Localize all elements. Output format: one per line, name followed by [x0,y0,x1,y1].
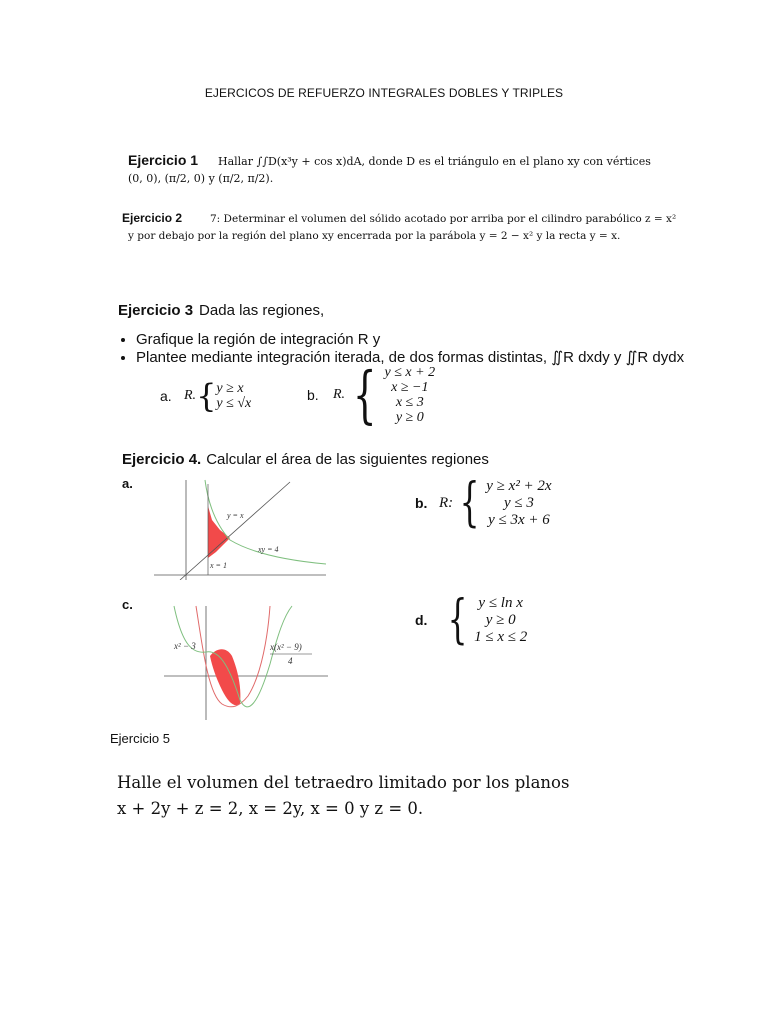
ejercicio-2-label: Ejercicio 2 [122,211,183,225]
line-y-equals-x [180,482,290,580]
region-4d-row: y ≤ ln x [478,594,523,611]
ejercicio-3-region-b [307,358,436,431]
bullet-item: • Plantee mediante integración iterada, de dos formas distintas, ∬R dxdy y ∬R dydx [136,349,684,367]
left-brace: { [459,473,480,533]
label-y-equals-x: y = x [227,511,244,520]
left-brace: { [196,377,217,415]
region-b-row: x ≤ 3 [395,395,424,410]
figure-4a [150,478,330,580]
region-4d-row: y ≥ 0 [485,611,516,628]
region-4d-label: d. [415,612,428,628]
left-brace: { [447,590,468,650]
ejercicio-2 [122,211,676,242]
label-xy-4: xy = 4 [258,545,279,554]
ejercicio-3 [118,302,324,319]
region-a-label: a. [160,388,172,404]
region-b-prefix: R. [333,387,346,402]
page-title: EJERCICOS DE REFUERZO INTEGRALES DOBLES Y TRIPLES [204,86,564,100]
ejercicio-2-line2: y por debajo por la región del plano xy encerrada por la parábola y = 2 − x² y la recta y = x. [128,230,621,242]
ejercicio-4-intro: Calcular el área de las siguientes regiones [206,451,489,468]
ejercicio-1 [128,152,651,185]
ejercicio-3-bullets [118,331,684,367]
region-a-row: y ≥ x [216,381,244,396]
label-cubic-numerator: x(x² − 9) [270,642,302,652]
region-b-row: x ≥ −1 [391,380,429,395]
ejercicio-2-line1: 7: Determinar el volumen del sólido acotado por arriba por el cilindro parabólico z = x² [210,213,677,225]
ejercicio-5-line1: Halle el volumen del tetraedro limitado por los planos [117,773,570,792]
left-brace: { [352,358,377,431]
region-4b-row: y ≤ 3x + 6 [488,511,550,528]
ejercicio-3-region-a [160,377,252,415]
region-b-row: y ≤ x + 2 [384,365,436,380]
label-x-equals-1: x = 1 [210,561,227,570]
ejercicio-5-line2: x + 2y + z = 2, x = 2y, x = 0 y z = 0. [117,799,424,818]
ejercicio-3-label: Ejercicio 3 [118,302,194,319]
ejercicio-3-intro: Dada las regiones, [199,302,325,319]
region-4b-row: y ≤ 3 [503,494,534,511]
ejercicio-5-label: Ejercicio 5 [110,731,170,746]
region-4b-prefix: R: [439,494,454,511]
region-4d-row: 1 ≤ x ≤ 2 [474,628,528,645]
figure-4c [162,604,328,722]
ejercicio-1-label: Ejercicio 1 [128,152,199,168]
bullet-item: • Grafique la región de integración R y [136,331,684,349]
region-a-prefix: R. [184,388,197,403]
region-4a-label: a. [122,476,133,491]
region-4b-row: y ≥ x² + 2x [486,477,552,494]
ejercicio-1-line1: Hallar ∫∫D(x³y + cos x)dA, donde D es el triángulo en el plano xy con vértices [218,155,651,168]
region-b-label: b. [307,387,319,403]
region-b-row: y ≥ 0 [395,410,424,425]
region-a-row: y ≤ √x [216,396,252,411]
region-4b-label: b. [415,495,428,511]
ejercicio-1-line2: (0, 0), (π/2, 0) y (π/2, π/2). [128,172,274,185]
shaded-region [210,649,240,705]
label-x2-minus-3: x² − 3 [174,641,196,651]
label-cubic-denominator: 4 [288,656,293,666]
region-4d [415,590,528,650]
ejercicio-4 [122,451,489,468]
ejercicio-4-label: Ejercicio 4. [122,451,202,468]
region-4c-label: c. [122,597,133,612]
region-4b [415,473,552,533]
